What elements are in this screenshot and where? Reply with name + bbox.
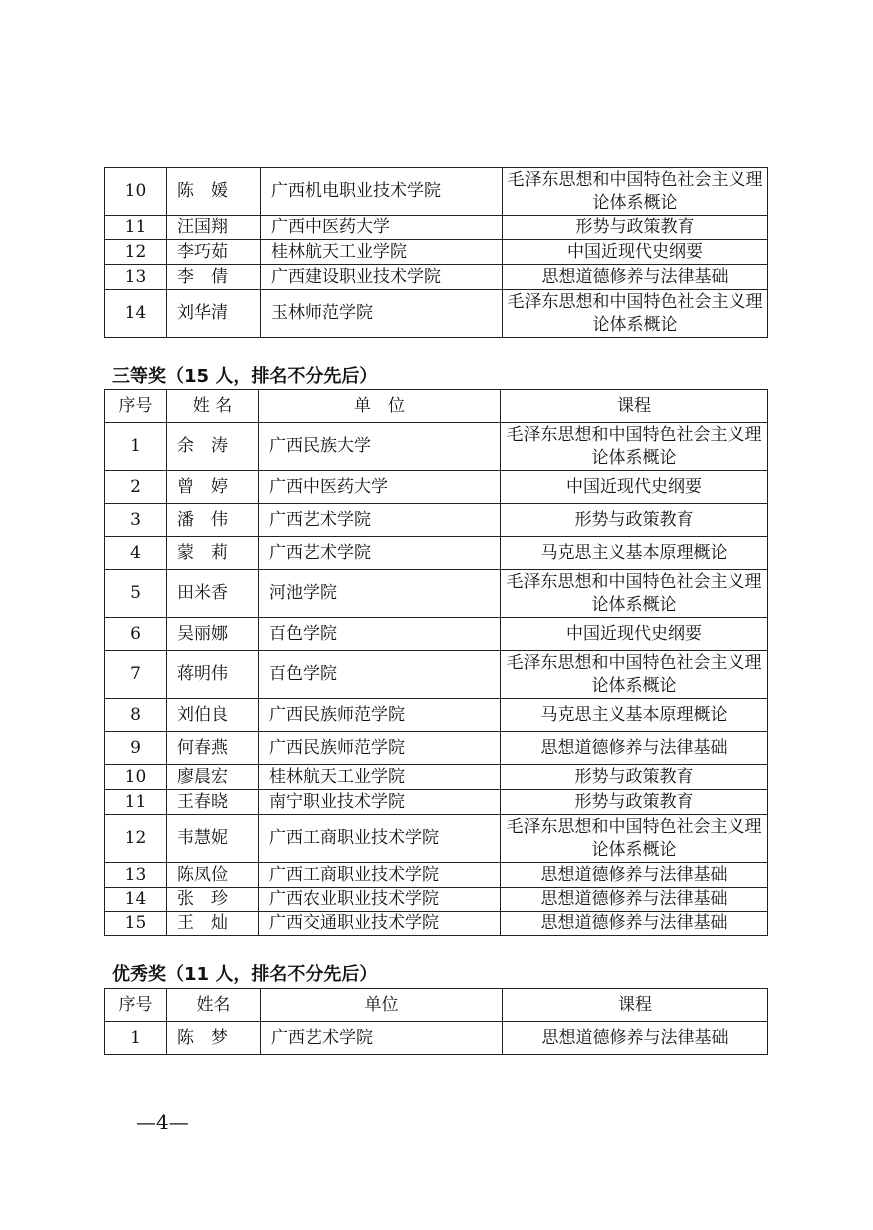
winner-name: 刘伯良 — [167, 699, 259, 732]
third-prize-title: 三等奖（15 人，排名不分先后） — [112, 366, 378, 387]
table-row — [105, 1022, 768, 1055]
winner-name: 蒋明伟 — [167, 651, 259, 699]
row-number: 2 — [105, 471, 167, 504]
course-name: 思想道德修养与法律基础 — [501, 863, 768, 888]
header-name: 姓 名 — [167, 390, 259, 423]
unit-name: 玉林师范学院 — [261, 290, 503, 338]
winner-name: 陈 梦 — [167, 1022, 261, 1055]
row-number: 10 — [105, 765, 167, 790]
unit-name: 桂林航天工业学院 — [261, 240, 503, 265]
header-name: 姓名 — [167, 989, 261, 1022]
unit-name: 广西建设职业技术学院 — [261, 265, 503, 290]
unit-name: 广西民族师范学院 — [259, 732, 501, 765]
table-row — [105, 423, 768, 471]
row-number: 15 — [105, 912, 167, 936]
winner-name: 陈 媛 — [167, 168, 261, 216]
course-name: 形势与政策教育 — [501, 765, 768, 790]
unit-name: 广西机电职业技术学院 — [261, 168, 503, 216]
unit-name: 广西工商职业技术学院 — [259, 815, 501, 863]
winner-name: 曾 婷 — [167, 471, 259, 504]
unit-name: 广西艺术学院 — [259, 504, 501, 537]
course-name: 形势与政策教育 — [503, 216, 768, 240]
row-number: 10 — [105, 168, 167, 216]
row-number: 12 — [105, 815, 167, 863]
table-row — [105, 504, 768, 537]
winner-name: 张 珍 — [167, 888, 259, 912]
course-name: 思想道德修养与法律基础 — [503, 265, 768, 290]
header-course: 课程 — [503, 989, 768, 1022]
unit-name: 桂林航天工业学院 — [259, 765, 501, 790]
unit-name: 广西农业职业技术学院 — [259, 888, 501, 912]
row-number: 9 — [105, 732, 167, 765]
unit-name: 河池学院 — [259, 570, 501, 618]
winner-name: 潘 伟 — [167, 504, 259, 537]
winner-name: 何春燕 — [167, 732, 259, 765]
header-number: 序号 — [105, 989, 167, 1022]
table-row — [105, 888, 768, 912]
table-row — [105, 699, 768, 732]
page-number: —4— — [136, 1110, 189, 1134]
row-number: 14 — [105, 888, 167, 912]
winner-name: 吴丽娜 — [167, 618, 259, 651]
table-row — [105, 863, 768, 888]
course-name: 马克思主义基本原理概论 — [501, 537, 768, 570]
row-number: 1 — [105, 423, 167, 471]
row-number: 6 — [105, 618, 167, 651]
table-row — [105, 732, 768, 765]
table-row — [105, 290, 768, 338]
course-name: 毛泽东思想和中国特色社会主义理论体系概论 — [503, 168, 768, 216]
row-number: 11 — [105, 790, 167, 815]
course-name: 毛泽东思想和中国特色社会主义理论体系概论 — [501, 815, 768, 863]
unit-name: 广西民族大学 — [259, 423, 501, 471]
table-row — [105, 265, 768, 290]
table-row — [105, 790, 768, 815]
table-header-row — [105, 390, 768, 423]
winner-name: 李巧茹 — [167, 240, 261, 265]
winner-name: 余 涛 — [167, 423, 259, 471]
table-row — [105, 765, 768, 790]
course-name: 思想道德修养与法律基础 — [503, 1022, 768, 1055]
winner-name: 刘华清 — [167, 290, 261, 338]
unit-name: 广西艺术学院 — [259, 537, 501, 570]
winner-name: 廖晨宏 — [167, 765, 259, 790]
winner-name: 李 倩 — [167, 265, 261, 290]
header-unit: 单 位 — [259, 390, 501, 423]
continued-table — [104, 167, 768, 338]
unit-name: 南宁职业技术学院 — [259, 790, 501, 815]
table-row — [105, 168, 768, 216]
course-name: 中国近现代史纲要 — [503, 240, 768, 265]
table-header-row — [105, 989, 768, 1022]
course-name: 形势与政策教育 — [501, 504, 768, 537]
course-name: 形势与政策教育 — [501, 790, 768, 815]
course-name: 毛泽东思想和中国特色社会主义理论体系概论 — [501, 651, 768, 699]
row-number: 13 — [105, 863, 167, 888]
row-number: 12 — [105, 240, 167, 265]
course-name: 思想道德修养与法律基础 — [501, 888, 768, 912]
table-row — [105, 471, 768, 504]
winner-name: 王春晓 — [167, 790, 259, 815]
header-number: 序号 — [105, 390, 167, 423]
course-name: 毛泽东思想和中国特色社会主义理论体系概论 — [503, 290, 768, 338]
header-unit: 单位 — [261, 989, 503, 1022]
row-number: 13 — [105, 265, 167, 290]
table-row — [105, 216, 768, 240]
row-number: 3 — [105, 504, 167, 537]
table-row — [105, 240, 768, 265]
winner-name: 田米香 — [167, 570, 259, 618]
unit-name: 广西工商职业技术学院 — [259, 863, 501, 888]
row-number: 5 — [105, 570, 167, 618]
row-number: 14 — [105, 290, 167, 338]
course-name: 毛泽东思想和中国特色社会主义理论体系概论 — [501, 423, 768, 471]
table-row — [105, 651, 768, 699]
unit-name: 百色学院 — [259, 651, 501, 699]
excellent-award-title: 优秀奖（11 人，排名不分先后） — [112, 964, 378, 985]
row-number: 7 — [105, 651, 167, 699]
third-prize-table — [104, 389, 768, 936]
table-row — [105, 912, 768, 936]
course-name: 毛泽东思想和中国特色社会主义理论体系概论 — [501, 570, 768, 618]
course-name: 马克思主义基本原理概论 — [501, 699, 768, 732]
course-name: 思想道德修养与法律基础 — [501, 732, 768, 765]
unit-name: 广西中医药大学 — [259, 471, 501, 504]
excellent-award-table — [104, 988, 768, 1055]
course-name: 思想道德修养与法律基础 — [501, 912, 768, 936]
winner-name: 汪国翔 — [167, 216, 261, 240]
unit-name: 广西民族师范学院 — [259, 699, 501, 732]
unit-name: 广西中医药大学 — [261, 216, 503, 240]
unit-name: 百色学院 — [259, 618, 501, 651]
winner-name: 韦慧妮 — [167, 815, 259, 863]
unit-name: 广西艺术学院 — [261, 1022, 503, 1055]
row-number: 1 — [105, 1022, 167, 1055]
table-row — [105, 537, 768, 570]
row-number: 11 — [105, 216, 167, 240]
row-number: 8 — [105, 699, 167, 732]
table-row — [105, 570, 768, 618]
winner-name: 蒙 莉 — [167, 537, 259, 570]
winner-name: 陈凤俭 — [167, 863, 259, 888]
course-name: 中国近现代史纲要 — [501, 471, 768, 504]
course-name: 中国近现代史纲要 — [501, 618, 768, 651]
table-row — [105, 618, 768, 651]
header-course: 课程 — [501, 390, 768, 423]
unit-name: 广西交通职业技术学院 — [259, 912, 501, 936]
table-row — [105, 815, 768, 863]
winner-name: 王 灿 — [167, 912, 259, 936]
row-number: 4 — [105, 537, 167, 570]
